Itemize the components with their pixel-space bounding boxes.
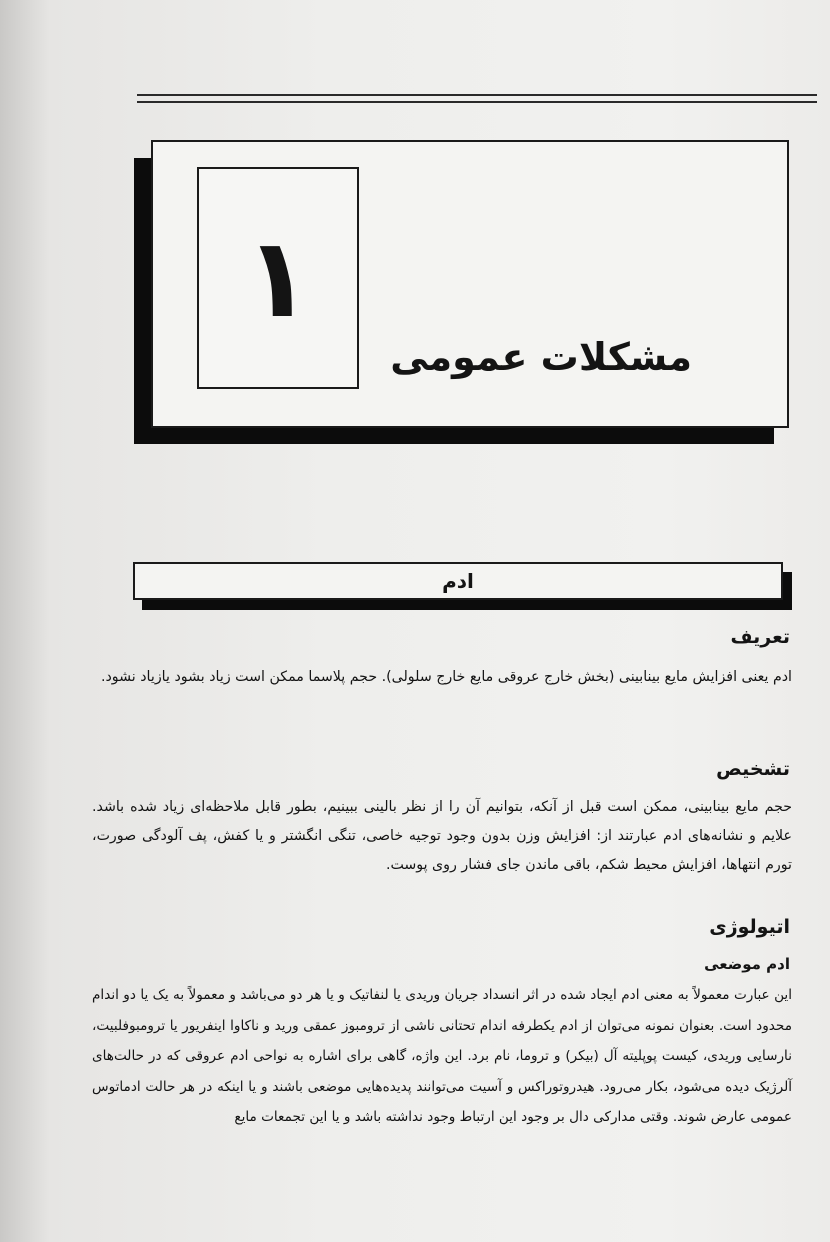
etiology-text: این عبارت معمولاً به معنی ادم ایجاد شده در اثر انسداد جریان وریدی یا لنفاتیک و یا هر دو می‌باشد و معمولاً به یک یا دو اندام محدود است. بعنوان نمونه می‌توان از ادم یکطرفه اندام تحتانی ناشی از ترومبوز عمقی ورید و ناکاوا اینفریور یا ترومبوفلبیت، نارسایی وریدی، کیست پوپلیته آل (بیکر) و تروما، نام برد. این واژه، گاهی برای اشاره به نواحی ادم عروقی که در حالت‌های آلرژیک دیده می‌شود، بکار می‌رود. هیدروتوراکس و آسیت می‌توانند پدیده‌هایی موضعی باشند و یا اینکه در هر حالت ادماتوس عمومی عارض شوند. وقتی مدارکی دال بر وجود این ارتباط وجود نداشته باشد و یا این تجمعات مایع <box>92 987 792 1125</box>
diagnosis-text: حجم مایع بینابینی، ممکن است قبل از آنکه، بتوانیم آن را از نظر بالینی ببینیم، بطور قابل ملاحظه‌ای زیاد شده باشد. علایم و نشانه‌های ادم عبارتند از: افزایش وزن بدون وجود توجیه خاصی، تنگی انگشتر و یا کفش، پف آلودگی صورت، تورم انتهاها، افزایش محیط شکم، باقی ماندن جای فشار روی پوست. <box>92 799 792 873</box>
section-title: ادم <box>442 569 474 593</box>
etiology-heading: اتیولوژی <box>709 916 790 938</box>
chapter-number: ۱ <box>244 214 312 342</box>
section-bar <box>133 562 783 600</box>
header-rule-bottom <box>137 101 817 103</box>
header-rule-top <box>137 94 817 96</box>
chapter-title: مشکلات عمومی <box>390 335 692 379</box>
definition-heading: تعریف <box>730 626 790 648</box>
definition-text: ادم یعنی افزایش مایع بینابینی (بخش خارج عروقی مایع خارج سلولی). حجم پلاسما ممکن است زیاد بشود یازیاد نشود. <box>100 669 792 685</box>
diagnosis-heading: تشخیص <box>716 758 790 780</box>
etiology-subheading: ادم موضعی <box>704 955 790 973</box>
